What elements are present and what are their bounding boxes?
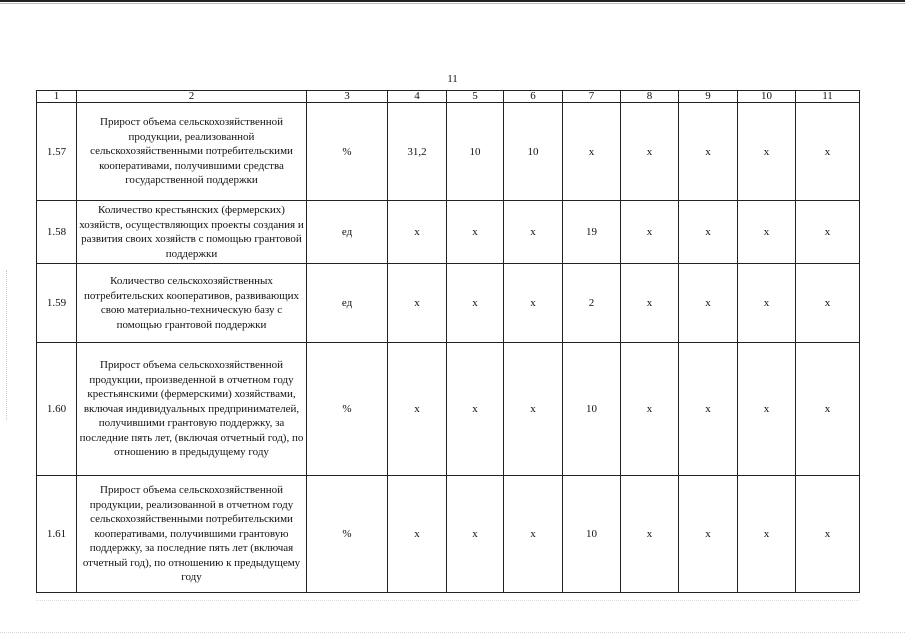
value-cell: x — [621, 264, 679, 343]
value-cell: x — [388, 476, 447, 593]
value-cell: x — [504, 264, 563, 343]
value-cell: x — [388, 343, 447, 476]
value-cell: x — [796, 264, 860, 343]
value-cell: x — [738, 476, 796, 593]
table-row — [37, 476, 860, 593]
value-cell: x — [388, 264, 447, 343]
header-cell: 7 — [563, 91, 621, 103]
header-cell: 1 — [37, 91, 77, 103]
scan-margin-specks — [6, 270, 9, 420]
value-cell: x — [796, 201, 860, 264]
value-cell: x — [388, 201, 447, 264]
table-row — [37, 201, 860, 264]
row-number: 1.61 — [37, 476, 77, 593]
value-cell: x — [504, 343, 563, 476]
header-row — [37, 91, 860, 103]
value-cell: 10 — [504, 103, 563, 201]
row-number: 1.58 — [37, 201, 77, 264]
value-cell: x — [738, 343, 796, 476]
value-cell: x — [621, 103, 679, 201]
page-number: 11 — [447, 73, 458, 85]
value-cell: x — [679, 343, 738, 476]
header-cell: 4 — [388, 91, 447, 103]
value-cell: x — [796, 476, 860, 593]
value-cell: x — [738, 103, 796, 201]
unit-cell: ед — [307, 201, 388, 264]
indicator-description: Прирост объема сельскохозяйственной продукции, реализованной в отчетном году сельскохозяйственными потребительскими кооперативами, получившими грантовую поддержку, за последние пять лет (включая отчетный год), по отношению к предыдущему году — [77, 476, 307, 593]
table-row — [37, 103, 860, 201]
scan-top-edge-shadow — [0, 3, 905, 4]
row-number: 1.59 — [37, 264, 77, 343]
header-cell: 2 — [77, 91, 307, 103]
value-cell: x — [447, 476, 504, 593]
value-cell: 2 — [563, 264, 621, 343]
value-cell: x — [447, 264, 504, 343]
row-number: 1.57 — [37, 103, 77, 201]
value-cell: x — [621, 201, 679, 264]
value-cell: x — [679, 201, 738, 264]
header-cell: 3 — [307, 91, 388, 103]
value-cell: x — [447, 201, 504, 264]
unit-cell: ед — [307, 264, 388, 343]
scan-bottom-edge — [0, 632, 905, 634]
value-cell: x — [738, 201, 796, 264]
header-cell: 11 — [796, 91, 860, 103]
header-cell: 6 — [504, 91, 563, 103]
value-cell: 10 — [563, 343, 621, 476]
table-row — [37, 343, 860, 476]
unit-cell: % — [307, 103, 388, 201]
value-cell: x — [621, 343, 679, 476]
value-cell: x — [796, 103, 860, 201]
value-cell: x — [679, 103, 738, 201]
value-cell: x — [504, 201, 563, 264]
value-cell: 10 — [447, 103, 504, 201]
value-cell: x — [679, 476, 738, 593]
value-cell: 19 — [563, 201, 621, 264]
value-cell: x — [447, 343, 504, 476]
value-cell: 10 — [563, 476, 621, 593]
header-cell: 9 — [679, 91, 738, 103]
indicator-description: Количество крестьянских (фермерских) хозяйств, осуществляющих проекты создания и развития своих хозяйств с помощью грантовой поддержки — [77, 201, 307, 264]
value-cell: x — [796, 343, 860, 476]
header-cell: 10 — [738, 91, 796, 103]
indicator-description: Прирост объема сельскохозяйственной продукции, произведенной в отчетном году крестьянскими (фермерскими) хозяйствами, включая индивидуальных предпринимателей, получившими грантовую поддержку, за последние пять лет, (включая отчетный год), по отношению в предыдущему году — [77, 343, 307, 476]
value-cell: x — [504, 476, 563, 593]
row-number: 1.60 — [37, 343, 77, 476]
value-cell: x — [679, 264, 738, 343]
value-cell: x — [738, 264, 796, 343]
unit-cell: % — [307, 476, 388, 593]
scan-bottom-specks — [36, 600, 859, 607]
indicator-description: Прирост объема сельскохозяйственной продукции, реализованной сельскохозяйственными потребительскими кооперативами, получившими средства государственной поддержки — [77, 103, 307, 201]
indicator-description: Количество сельскохозяйственных потребительских кооперативов, развивающих свою материально-техническую базу с помощью грантовой поддержки — [77, 264, 307, 343]
scan-top-edge — [0, 0, 905, 2]
value-cell: x — [563, 103, 621, 201]
header-cell: 5 — [447, 91, 504, 103]
table-row — [37, 264, 860, 343]
header-cell: 8 — [621, 91, 679, 103]
indicator-table — [36, 90, 860, 593]
value-cell: 31,2 — [388, 103, 447, 201]
value-cell: x — [621, 476, 679, 593]
unit-cell: % — [307, 343, 388, 476]
